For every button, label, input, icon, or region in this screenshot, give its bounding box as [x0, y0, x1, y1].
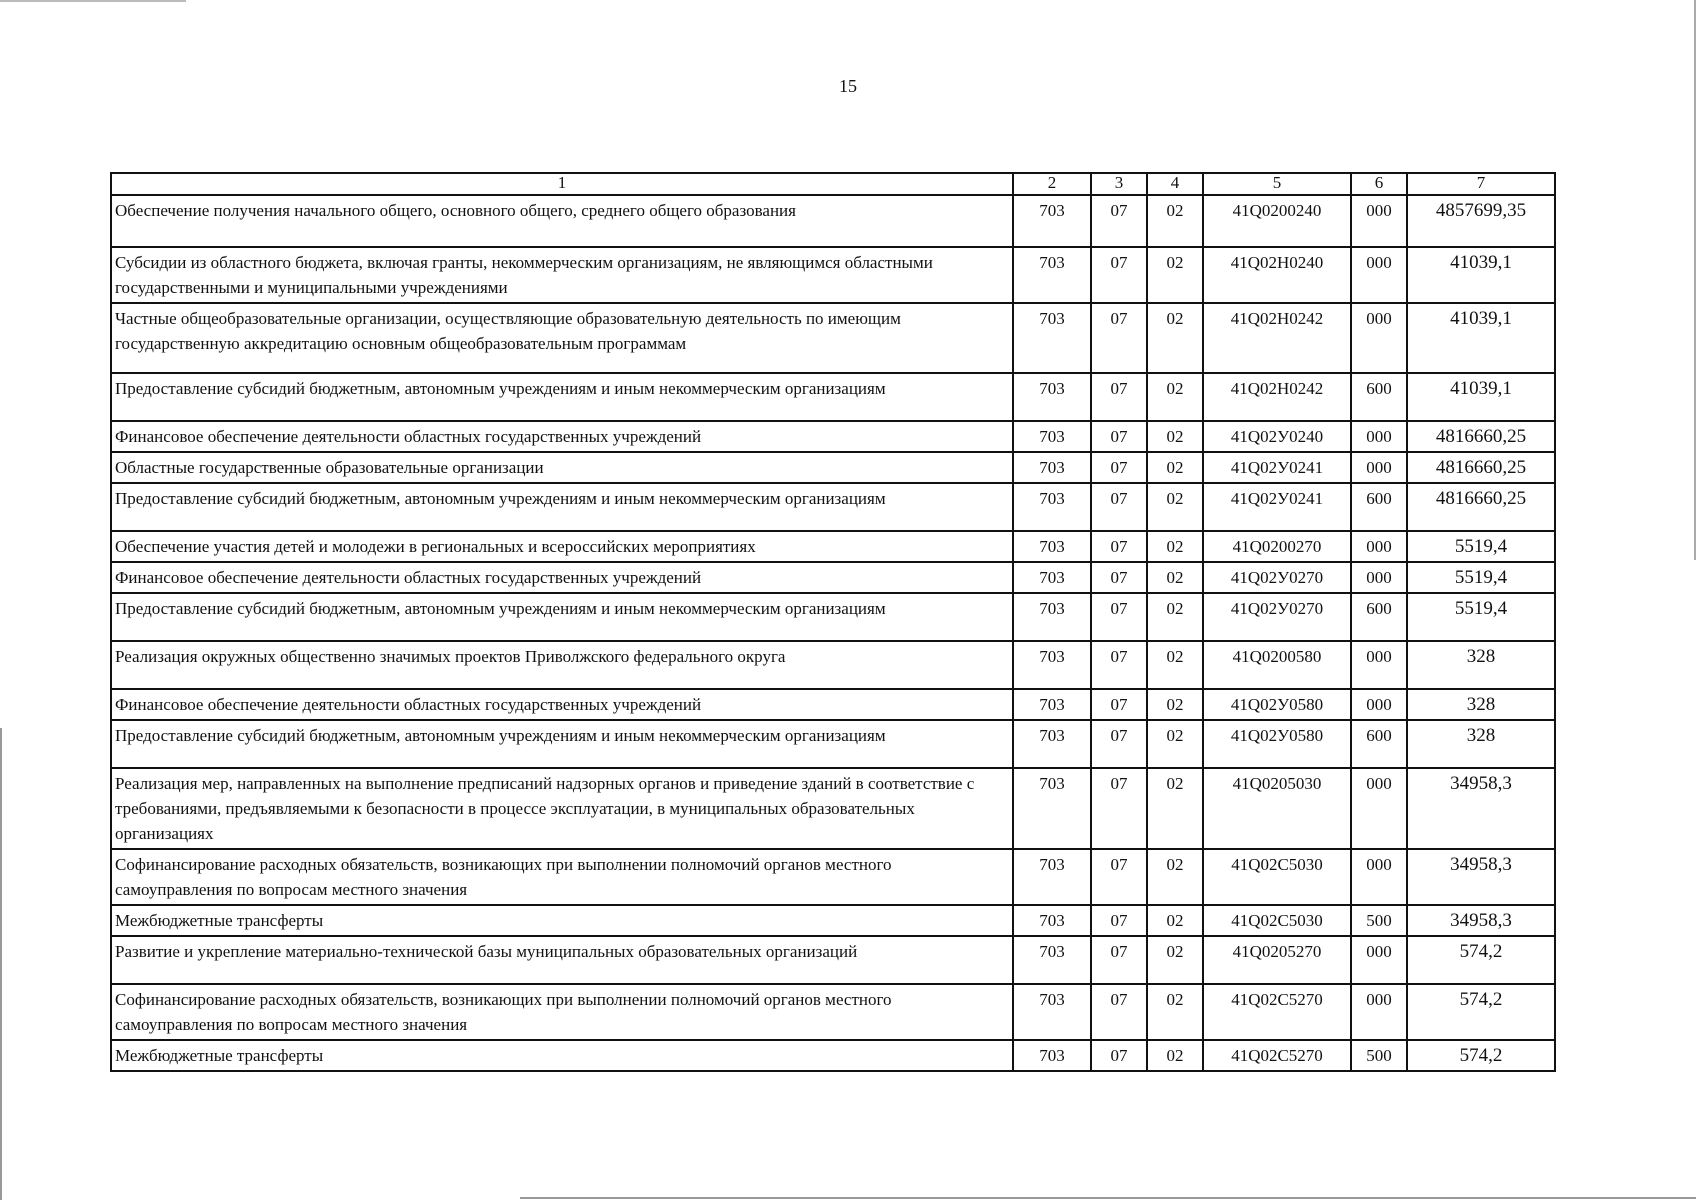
table-row [111, 905, 1555, 936]
column-header: 7 [1407, 173, 1555, 195]
row-name: Обеспечение участия детей и молодежи в региональных и всероссийских мероприятиях [111, 531, 1013, 562]
cell-amount: 574,2 [1407, 936, 1555, 984]
cell-code-col4: 02 [1147, 562, 1203, 593]
cell-code-col2: 703 [1013, 452, 1091, 483]
row-name: Развитие и укрепление материально-технической базы муниципальных образовательных организаций [111, 936, 1013, 984]
cell-code-col4: 02 [1147, 373, 1203, 421]
cell-code-col2: 703 [1013, 562, 1091, 593]
cell-code-col5: 41Q02У0240 [1203, 421, 1351, 452]
table-row [111, 720, 1555, 768]
cell-code-col5: 41Q0205030 [1203, 768, 1351, 849]
row-name: Предоставление субсидий бюджетным, автономным учреждениям и иным некоммерческим организациям [111, 373, 1013, 421]
cell-amount: 4857699,35 [1407, 195, 1555, 247]
row-name: Реализация окружных общественно значимых проектов Приволжского федерального округа [111, 641, 1013, 689]
cell-code-col4: 02 [1147, 247, 1203, 303]
table-row [111, 303, 1555, 373]
cell-code-col3: 07 [1091, 421, 1147, 452]
cell-code-col5: 41Q02У0580 [1203, 720, 1351, 768]
cell-code-col2: 703 [1013, 195, 1091, 247]
table-row [111, 984, 1555, 1040]
cell-code-col3: 07 [1091, 562, 1147, 593]
cell-code-col3: 07 [1091, 373, 1147, 421]
column-header: 5 [1203, 173, 1351, 195]
table-row [111, 562, 1555, 593]
cell-amount: 41039,1 [1407, 303, 1555, 373]
cell-code-col4: 02 [1147, 936, 1203, 984]
table-row [111, 452, 1555, 483]
cell-code-col5: 41Q02У0580 [1203, 689, 1351, 720]
cell-code-col3: 07 [1091, 689, 1147, 720]
cell-code-col6: 000 [1351, 247, 1407, 303]
cell-code-col5: 41Q02С5030 [1203, 849, 1351, 905]
cell-code-col2: 703 [1013, 984, 1091, 1040]
cell-code-col6: 000 [1351, 562, 1407, 593]
table-row [111, 247, 1555, 303]
cell-code-col6: 500 [1351, 905, 1407, 936]
row-name: Финансовое обеспечение деятельности областных государственных учреждений [111, 689, 1013, 720]
cell-code-col4: 02 [1147, 593, 1203, 641]
cell-code-col3: 07 [1091, 593, 1147, 641]
cell-code-col6: 000 [1351, 984, 1407, 1040]
cell-code-col2: 703 [1013, 421, 1091, 452]
cell-code-col2: 703 [1013, 768, 1091, 849]
cell-amount: 574,2 [1407, 984, 1555, 1040]
cell-code-col5: 41Q02С5030 [1203, 905, 1351, 936]
cell-amount: 574,2 [1407, 1040, 1555, 1071]
table-row [111, 768, 1555, 849]
row-name: Частные общеобразовательные организации, осуществляющие образовательную деятельность по имеющим государственную аккредитацию основным общеобразовательным программам [111, 303, 1013, 373]
cell-code-col2: 703 [1013, 1040, 1091, 1071]
cell-code-col4: 02 [1147, 984, 1203, 1040]
cell-code-col6: 000 [1351, 768, 1407, 849]
cell-code-col3: 07 [1091, 641, 1147, 689]
cell-code-col2: 703 [1013, 373, 1091, 421]
column-header: 1 [111, 173, 1013, 195]
cell-code-col2: 703 [1013, 849, 1091, 905]
table-row [111, 593, 1555, 641]
row-name: Обеспечение получения начального общего, основного общего, среднего общего образования [111, 195, 1013, 247]
cell-code-col3: 07 [1091, 483, 1147, 531]
cell-code-col3: 07 [1091, 531, 1147, 562]
cell-code-col4: 02 [1147, 531, 1203, 562]
cell-code-col3: 07 [1091, 720, 1147, 768]
row-name: Межбюджетные трансферты [111, 1040, 1013, 1071]
cell-code-col6: 000 [1351, 421, 1407, 452]
cell-code-col6: 000 [1351, 849, 1407, 905]
cell-code-col4: 02 [1147, 905, 1203, 936]
table-row [111, 641, 1555, 689]
cell-code-col3: 07 [1091, 849, 1147, 905]
table-row [111, 421, 1555, 452]
cell-code-col3: 07 [1091, 195, 1147, 247]
column-header: 4 [1147, 173, 1203, 195]
cell-code-col2: 703 [1013, 905, 1091, 936]
cell-code-col5: 41Q02У0270 [1203, 562, 1351, 593]
cell-code-col4: 02 [1147, 768, 1203, 849]
cell-code-col5: 41Q02У0241 [1203, 483, 1351, 531]
cell-code-col4: 02 [1147, 1040, 1203, 1071]
table-header-row [111, 173, 1555, 195]
column-header: 2 [1013, 173, 1091, 195]
cell-code-col6: 600 [1351, 593, 1407, 641]
column-header: 6 [1351, 173, 1407, 195]
table-row [111, 483, 1555, 531]
table-row [111, 373, 1555, 421]
row-name: Финансовое обеспечение деятельности областных государственных учреждений [111, 562, 1013, 593]
row-name: Межбюджетные трансферты [111, 905, 1013, 936]
cell-code-col4: 02 [1147, 452, 1203, 483]
cell-code-col5: 41Q0205270 [1203, 936, 1351, 984]
cell-amount: 328 [1407, 689, 1555, 720]
row-name: Субсидии из областного бюджета, включая гранты, некоммерческим организациям, не являющимся областными государственными и муниципальными учреждениями [111, 247, 1013, 303]
cell-code-col5: 41Q02H0242 [1203, 373, 1351, 421]
cell-code-col4: 02 [1147, 849, 1203, 905]
cell-code-col5: 41Q02У0241 [1203, 452, 1351, 483]
cell-code-col3: 07 [1091, 247, 1147, 303]
cell-amount: 34958,3 [1407, 849, 1555, 905]
table-row [111, 936, 1555, 984]
cell-amount: 5519,4 [1407, 562, 1555, 593]
cell-code-col6: 000 [1351, 936, 1407, 984]
cell-code-col4: 02 [1147, 483, 1203, 531]
column-header: 3 [1091, 173, 1147, 195]
row-name: Предоставление субсидий бюджетным, автономным учреждениям и иным некоммерческим организациям [111, 593, 1013, 641]
row-name: Софинансирование расходных обязательств, возникающих при выполнении полномочий органов местного самоуправления по вопросам местного значения [111, 984, 1013, 1040]
cell-code-col6: 600 [1351, 373, 1407, 421]
cell-amount: 5519,4 [1407, 593, 1555, 641]
row-name: Реализация мер, направленных на выполнение предписаний надзорных органов и приведение зданий в соответствие с требованиями, предъявляемыми к безопасности в процессе эксплуатации, в муниципальных образовательных организациях [111, 768, 1013, 849]
cell-code-col3: 07 [1091, 452, 1147, 483]
cell-code-col2: 703 [1013, 247, 1091, 303]
cell-code-col4: 02 [1147, 689, 1203, 720]
cell-code-col2: 703 [1013, 689, 1091, 720]
scan-edge-bottom [520, 1197, 1696, 1199]
cell-amount: 328 [1407, 641, 1555, 689]
cell-code-col4: 02 [1147, 421, 1203, 452]
cell-code-col3: 07 [1091, 905, 1147, 936]
cell-code-col4: 02 [1147, 303, 1203, 373]
budget-table [110, 172, 1556, 1072]
cell-amount: 328 [1407, 720, 1555, 768]
cell-amount: 5519,4 [1407, 531, 1555, 562]
cell-code-col6: 600 [1351, 483, 1407, 531]
cell-code-col3: 07 [1091, 984, 1147, 1040]
table-row [111, 689, 1555, 720]
cell-amount: 4816660,25 [1407, 452, 1555, 483]
cell-code-col4: 02 [1147, 195, 1203, 247]
cell-code-col5: 41Q0200580 [1203, 641, 1351, 689]
cell-code-col5: 41Q02У0270 [1203, 593, 1351, 641]
page-number: 15 [839, 76, 857, 96]
cell-amount: 41039,1 [1407, 247, 1555, 303]
cell-code-col4: 02 [1147, 641, 1203, 689]
cell-code-col6: 000 [1351, 452, 1407, 483]
cell-code-col6: 000 [1351, 303, 1407, 373]
cell-code-col5: 41Q02H0240 [1203, 247, 1351, 303]
cell-amount: 4816660,25 [1407, 483, 1555, 531]
table-row [111, 849, 1555, 905]
cell-code-col5: 41Q0200240 [1203, 195, 1351, 247]
cell-code-col6: 500 [1351, 1040, 1407, 1071]
scan-edge-left [0, 728, 2, 1200]
cell-code-col6: 000 [1351, 531, 1407, 562]
cell-code-col6: 600 [1351, 720, 1407, 768]
table-body [111, 195, 1555, 1071]
cell-code-col5: 41Q02С5270 [1203, 1040, 1351, 1071]
cell-code-col2: 703 [1013, 531, 1091, 562]
row-name: Предоставление субсидий бюджетным, автономным учреждениям и иным некоммерческим организациям [111, 483, 1013, 531]
cell-code-col5: 41Q0200270 [1203, 531, 1351, 562]
scan-edge-top [0, 0, 186, 2]
row-name: Софинансирование расходных обязательств, возникающих при выполнении полномочий органов местного самоуправления по вопросам местного значения [111, 849, 1013, 905]
cell-code-col2: 703 [1013, 593, 1091, 641]
table-row [111, 531, 1555, 562]
cell-amount: 4816660,25 [1407, 421, 1555, 452]
cell-code-col5: 41Q02С5270 [1203, 984, 1351, 1040]
cell-amount: 34958,3 [1407, 905, 1555, 936]
cell-code-col3: 07 [1091, 1040, 1147, 1071]
cell-code-col2: 703 [1013, 720, 1091, 768]
cell-amount: 34958,3 [1407, 768, 1555, 849]
cell-code-col2: 703 [1013, 303, 1091, 373]
row-name: Финансовое обеспечение деятельности областных государственных учреждений [111, 421, 1013, 452]
table-row [111, 1040, 1555, 1071]
cell-code-col3: 07 [1091, 768, 1147, 849]
table-row [111, 195, 1555, 247]
cell-amount: 41039,1 [1407, 373, 1555, 421]
cell-code-col3: 07 [1091, 936, 1147, 984]
cell-code-col2: 703 [1013, 641, 1091, 689]
cell-code-col2: 703 [1013, 483, 1091, 531]
cell-code-col4: 02 [1147, 720, 1203, 768]
cell-code-col6: 000 [1351, 195, 1407, 247]
cell-code-col3: 07 [1091, 303, 1147, 373]
cell-code-col2: 703 [1013, 936, 1091, 984]
cell-code-col5: 41Q02H0242 [1203, 303, 1351, 373]
cell-code-col6: 000 [1351, 641, 1407, 689]
cell-code-col6: 000 [1351, 689, 1407, 720]
row-name: Областные государственные образовательные организации [111, 452, 1013, 483]
row-name: Предоставление субсидий бюджетным, автономным учреждениям и иным некоммерческим организациям [111, 720, 1013, 768]
